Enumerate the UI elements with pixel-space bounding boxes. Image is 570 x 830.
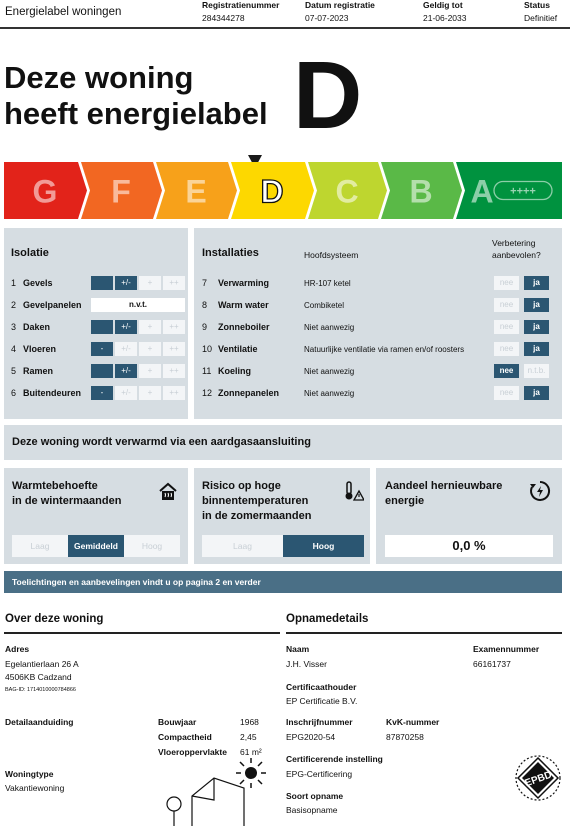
- installatie-row-label: Verwarming: [218, 278, 270, 288]
- kvk-value: 87870258: [386, 732, 424, 742]
- scale-letter-d: D: [260, 173, 284, 210]
- type-value: Vakantiewoning: [5, 783, 65, 793]
- thermometer-warning-icon: [342, 480, 364, 502]
- isolatie-row-number: 2: [11, 300, 17, 310]
- bouwjaar-label: Bouwjaar: [158, 717, 197, 727]
- scale-letter-a: A: [470, 173, 494, 210]
- hernieuwbaar-title-1: Aandeel hernieuwbare: [385, 480, 503, 492]
- installatie-row-label: Warm water: [218, 300, 269, 310]
- svg-text:EPBD: EPBD: [523, 769, 554, 790]
- warmte-option: Hoog: [124, 535, 180, 557]
- renewable-energy-icon: [529, 480, 551, 502]
- energy-label-scale: [0, 155, 570, 225]
- installatie-row-label: Zonnepanelen: [218, 388, 280, 398]
- isolatie-rating-cell: ++: [163, 386, 185, 400]
- isolatie-rating-cell: [91, 320, 113, 334]
- woning-divider: [4, 632, 280, 634]
- hernieuwbaar-title-2: energie: [385, 495, 425, 507]
- house-heating-icon: [158, 482, 178, 502]
- bag-id: BAG-ID: 1714010000784866: [5, 687, 76, 693]
- isolatie-rating-cell: +/-: [115, 342, 137, 356]
- cert-value: EP Certificatie B.V.: [286, 696, 358, 706]
- reg-label: Registratienummer: [202, 0, 280, 10]
- risico-option: Laag: [202, 535, 283, 557]
- naam-label: Naam: [286, 644, 310, 654]
- status-label: Status: [524, 0, 550, 10]
- isolatie-row-number: 3: [11, 322, 17, 332]
- woning-title: Over deze woning: [5, 613, 104, 625]
- hero-label-letter: D: [293, 42, 363, 149]
- compact-label: Compactheid: [158, 732, 212, 742]
- adres-street: Egelantierlaan 26 A: [5, 659, 79, 669]
- isolatie-row-label: Ramen: [23, 366, 54, 376]
- isolatie-row-label: Vloeren: [23, 344, 57, 354]
- inschrijf-value: EPG2020-54: [286, 732, 336, 742]
- installaties-panel: [194, 228, 562, 419]
- advice-no: nee: [494, 320, 519, 334]
- installatie-row-label: Ventilatie: [218, 344, 258, 354]
- isolatie-row-number: 5: [11, 366, 17, 376]
- installatie-row-number: 10: [202, 344, 213, 354]
- isolatie-rating-cell: +: [139, 364, 161, 378]
- installatie-row-value: Niet aanwezig: [304, 323, 355, 332]
- hero-line-1: Deze woning: [4, 60, 194, 95]
- toelichting-bar[interactable]: [4, 571, 562, 593]
- status-value: Definitief: [524, 13, 558, 23]
- isolatie-row-number: 4: [11, 344, 17, 354]
- exam-value: 66161737: [473, 659, 511, 669]
- installatie-row-value: Combiketel: [304, 301, 345, 310]
- installatie-row-value: HR-107 ketel: [304, 279, 351, 288]
- isolatie-rating-cell: +/-: [115, 364, 137, 378]
- warmte-option: Gemiddeld: [68, 535, 124, 557]
- isolatie-rating-cell: +: [139, 342, 161, 356]
- advice-no: nee: [494, 298, 519, 312]
- installatie-row-value: Natuurlijke ventilatie via ramen en/of roosters: [304, 345, 465, 354]
- opname-title: Opnamedetails: [286, 613, 369, 625]
- isolatie-row-number: 6: [11, 388, 17, 398]
- isolatie-rating-cell: ++: [163, 320, 185, 334]
- installatie-row-number: 11: [202, 366, 212, 376]
- a-plus-text: ++++: [510, 185, 536, 198]
- isolatie-rating-cell: +/-: [115, 320, 137, 334]
- vloer-value: 61 m²: [240, 747, 262, 757]
- advice-yes: ja: [524, 386, 549, 400]
- isolatie-rating-cell: +: [139, 386, 161, 400]
- isolatie-row-number: 1: [11, 278, 17, 288]
- advice-yes: ja: [524, 320, 549, 334]
- isolatie-row-label: Buitendeuren: [23, 388, 82, 398]
- reg-value: 284344278: [202, 13, 245, 23]
- warmte-panel: [4, 468, 188, 564]
- kvk-label: KvK-nummer: [386, 717, 440, 727]
- isolatie-rating-cell: +/-: [115, 276, 137, 290]
- heating-note-panel: [4, 425, 562, 460]
- inst-value: EPG-Certificering: [286, 769, 353, 779]
- scale-letter-g: G: [32, 173, 58, 210]
- risico-panel: [194, 468, 370, 564]
- isolatie-rating-cell: +: [139, 276, 161, 290]
- installatie-row-label: Zonneboiler: [218, 322, 270, 332]
- isolatie-row-label: Gevels: [23, 278, 53, 288]
- installatie-row-number: 8: [202, 300, 208, 310]
- warmte-option: Laag: [12, 535, 68, 557]
- advice-no: nee: [494, 364, 519, 378]
- soort-value: Basisopname: [286, 805, 338, 815]
- advice-yes: ja: [524, 298, 549, 312]
- vloer-label: Vloeroppervlakte: [158, 747, 227, 757]
- house-outline-icon: [160, 774, 250, 826]
- isolatie-title: Isolatie: [11, 247, 49, 259]
- isolatie-rating-cell: ++: [163, 364, 185, 378]
- isolatie-rating-cell: +: [139, 320, 161, 334]
- isolatie-rating-cell: ++: [163, 342, 185, 356]
- risico-option: Hoog: [283, 535, 364, 557]
- advice-no: nee: [494, 342, 519, 356]
- risico-title-1: Risico op hoge: [202, 480, 281, 492]
- inst-label: Certificerende instelling: [286, 754, 383, 764]
- scale-letter-c: C: [335, 173, 359, 210]
- naam-value: J.H. Visser: [286, 659, 327, 669]
- type-label: Woningtype: [5, 769, 54, 779]
- advice-yes: ja: [524, 276, 549, 290]
- epbd-logo: [513, 752, 563, 804]
- risico-title-3: in de zomermaanden: [202, 510, 312, 522]
- date-value: 07-07-2023: [305, 13, 349, 23]
- risico-title-2: binnentemperaturen: [202, 495, 309, 507]
- valid-label: Geldig tot: [423, 0, 463, 10]
- advice-yes: ja: [524, 342, 549, 356]
- toelichting-text: Toelichtingen en aanbevelingen vindt u op pagina 2 en verder: [12, 577, 261, 587]
- installatie-row-number: 7: [202, 278, 208, 288]
- date-label: Datum registratie: [305, 0, 375, 10]
- hernieuwbaar-value: 0,0 %: [385, 535, 553, 557]
- isolatie-row-label: Gevelpanelen: [23, 300, 82, 310]
- compact-value: 2,45: [240, 732, 257, 742]
- installaties-subtitle: Hoofdsysteem: [304, 250, 359, 260]
- header-title: Energielabel woningen: [5, 6, 122, 18]
- valid-value: 21-06-2033: [423, 13, 467, 23]
- installatie-row-number: 12: [202, 388, 213, 398]
- advice-no: nee: [494, 276, 519, 290]
- heating-note: Deze woning wordt verwarmd via een aardgasaansluiting: [12, 436, 311, 448]
- isolatie-rating-cell: [91, 364, 113, 378]
- hernieuwbaar-panel: [376, 468, 562, 564]
- cert-label: Certificaathouder: [286, 682, 357, 692]
- warmte-title-2: in de wintermaanden: [12, 495, 122, 507]
- installatie-row-number: 9: [202, 322, 208, 332]
- isolatie-rating-cell: -: [91, 386, 113, 400]
- isolatie-rating-cell: -: [91, 342, 113, 356]
- advice-yes: n.t.b.: [524, 364, 549, 378]
- inschrijf-label: Inschrijfnummer: [286, 717, 353, 727]
- installatie-row-label: Koeling: [218, 366, 251, 376]
- isolatie-rating-cell: [91, 276, 113, 290]
- scale-letter-f: F: [111, 173, 131, 210]
- isolatie-row-label: Daken: [23, 322, 51, 332]
- advice-no: nee: [494, 386, 519, 400]
- warmte-title-1: Warmtebehoefte: [12, 480, 98, 492]
- advice-header: Verbetering aanbevolen?: [492, 238, 541, 260]
- installatie-row-value: Niet aanwezig: [304, 389, 355, 398]
- header-divider: [0, 27, 570, 29]
- adres-city: 4506KB Cadzand: [5, 672, 72, 682]
- isolatie-rating-cell: ++: [163, 276, 185, 290]
- detail-label: Detailaanduiding: [5, 717, 74, 727]
- exam-label: Examennummer: [473, 644, 540, 654]
- soort-label: Soort opname: [286, 791, 344, 801]
- adres-label: Adres: [5, 644, 30, 654]
- installaties-title: Installaties: [202, 247, 259, 259]
- isolatie-panel: [4, 228, 188, 419]
- opname-divider: [286, 632, 562, 634]
- isolatie-rating-cell: +/-: [115, 386, 137, 400]
- scale-letter-e: E: [185, 173, 207, 210]
- scale-letter-b: B: [409, 173, 433, 210]
- hero-line-2: heeft energielabel: [4, 96, 268, 131]
- isolatie-row-value: n.v.t.: [91, 298, 185, 312]
- installatie-row-value: Niet aanwezig: [304, 367, 355, 376]
- bouwjaar-value: 1968: [240, 717, 259, 727]
